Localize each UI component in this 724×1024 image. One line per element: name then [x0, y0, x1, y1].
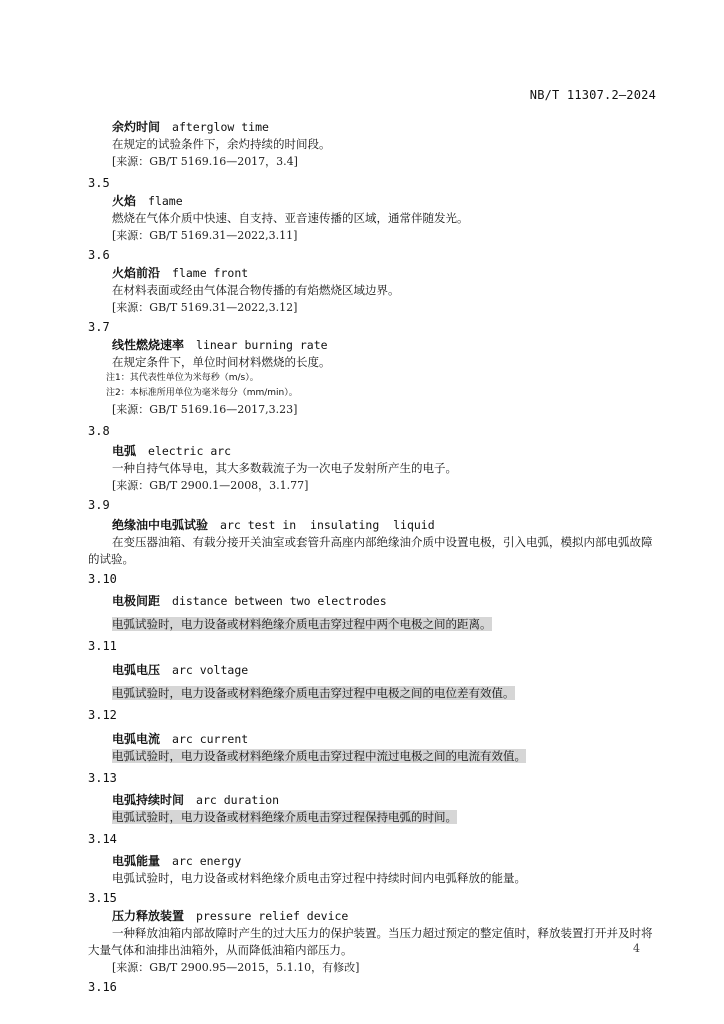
term-english: electric arc [148, 444, 232, 458]
term-line [88, 592, 658, 610]
term-english: linear burning rate [196, 338, 328, 352]
term-chinese: 电弧 [112, 444, 137, 458]
term-line [88, 516, 658, 534]
highlighted-text: 电弧试验时，电力设备或材料绝缘介质电击穿过程中电极之间的电位差有效值。 [112, 686, 515, 700]
term-definition [88, 809, 658, 826]
term-entry-arc-test-in-insulating-liquid [88, 496, 658, 568]
term-entry-distance-between-two-electrodes [88, 570, 658, 633]
term-definition: 燃烧在气体介质中快速、自支持、亚音速传播的区域，通常伴随发光。 [112, 211, 469, 225]
term-definition: 在变压器油箱、有载分接开关油室或套管升高座内部绝缘油介质中设置电极，引入电弧，模拟内部电弧故障的试验。 [88, 535, 653, 566]
term-entry-arc-energy [88, 830, 658, 887]
term-line [88, 118, 658, 136]
term-chinese: 电弧持续时间 [112, 793, 185, 807]
term-entry-afterglow-time [88, 118, 658, 170]
term-line [88, 661, 658, 679]
term-line [88, 730, 658, 748]
term-chinese: 压力释放装置 [112, 909, 185, 923]
term-source: [来源：GB/T 5169.16—2017,3.23] [112, 403, 298, 416]
term-english: flame [148, 194, 183, 208]
term-chinese: 火焰 [112, 194, 137, 208]
term-line [88, 852, 658, 870]
term-english: arc current [172, 732, 249, 746]
term-line [88, 264, 658, 282]
term-english: distance between two electrodes [172, 594, 387, 608]
term-chinese: 余灼时间 [112, 120, 161, 134]
term-definition [88, 685, 658, 702]
term-chinese: 电弧电流 [112, 732, 161, 746]
term-definition: 电弧试验时，电力设备或材料绝缘介质电击穿过程中持续时间内电弧释放的能量。 [112, 871, 526, 885]
term-english: flame front [172, 266, 249, 280]
term-english: arc voltage [172, 663, 249, 677]
term-chinese: 火焰前沿 [112, 266, 161, 280]
highlighted-text: 电弧试验时，电力设备或材料绝缘介质电击穿过程中两个电极之间的距离。 [112, 617, 492, 631]
term-definition: 在规定条件下，单位时间材料燃烧的长度。 [112, 355, 331, 369]
term-chinese: 电弧能量 [112, 854, 161, 868]
term-source: [来源：GB/T 5169.31—2022,3.11] [112, 229, 298, 242]
term-definition: 在规定的试验条件下，余灼持续的时间段。 [112, 137, 331, 151]
term-entry-3-16 [88, 978, 658, 996]
term-line [88, 907, 658, 925]
term-definition: 一种释放油箱内部故障时产生的过大压力的保护装置。当压力超过预定的整定值时，释放装置打开并及时将大量气体和油排出油箱外，从而降低油箱内部压力。 [88, 926, 653, 957]
term-english: arc test in insulating liquid [220, 518, 435, 532]
clause-number: 3.7 [88, 320, 110, 334]
term-source: [来源：GB/T 2900.1—2008，3.1.77] [112, 479, 309, 492]
term-chinese: 电极间距 [112, 594, 161, 608]
term-chinese: 绝缘油中电弧试验 [112, 518, 209, 532]
term-source: [来源：GB/T 2900.95—2015，5.1.10，有修改] [112, 961, 360, 974]
term-entry-flame-front [88, 246, 658, 316]
term-entry-electric-arc [88, 422, 658, 494]
term-line [88, 336, 658, 354]
clause-number: 3.5 [88, 176, 110, 190]
clause-number: 3.8 [88, 424, 110, 438]
term-definition: 在材料表面或经由气体混合物传播的有焰燃烧区域边界。 [112, 283, 400, 297]
highlighted-text: 电弧试验时，电力设备或材料绝缘介质电击穿过程保持电弧的时间。 [112, 810, 457, 824]
clause-number: 3.15 [88, 891, 117, 905]
clause-number: 3.13 [88, 771, 117, 785]
clause-number: 3.10 [88, 572, 117, 586]
clause-number: 3.11 [88, 639, 117, 653]
term-line [88, 192, 658, 210]
term-entry-arc-current [88, 706, 658, 765]
term-source: [来源：GB/T 5169.31—2022,3.12] [112, 301, 298, 314]
term-chinese: 电弧电压 [112, 663, 161, 677]
clause-number: 3.12 [88, 708, 117, 722]
term-line [88, 791, 658, 809]
term-definition: 一种自持气体导电，其大多数载流子为一次电子发射所产生的电子。 [112, 461, 457, 475]
term-entry-pressure-relief-device [88, 889, 658, 976]
term-english: pressure relief device [196, 909, 349, 923]
term-entry-arc-duration [88, 769, 658, 826]
term-definition [88, 616, 658, 633]
clause-number: 3.6 [88, 248, 110, 262]
term-note-2: 注2：本标准所用单位为毫米每分（mm/min）。 [106, 388, 298, 398]
standard-number: NB/T 11307.2—2024 [529, 88, 656, 102]
term-definition [88, 748, 658, 765]
term-english: arc duration [196, 793, 280, 807]
term-english: arc energy [172, 854, 242, 868]
highlighted-text: 电弧试验时，电力设备或材料绝缘介质电击穿过程中流过电极之间的电流有效值。 [112, 749, 526, 763]
clause-number: 3.14 [88, 832, 117, 846]
clause-number: 3.16 [88, 980, 117, 994]
term-chinese: 线性燃烧速率 [112, 338, 185, 352]
term-entry-linear-burning-rate [88, 318, 658, 418]
term-entry-flame [88, 174, 658, 244]
term-entry-arc-voltage [88, 637, 658, 702]
term-note-1: 注1：其代表性单位为米每秒（m/s）。 [106, 373, 259, 383]
term-english: afterglow time [172, 120, 269, 134]
clause-number: 3.9 [88, 498, 110, 512]
terms-section [88, 118, 658, 996]
page-number: 4 [633, 942, 640, 955]
term-line [88, 442, 658, 460]
term-source: [来源：GB/T 5169.16—2017，3.4] [112, 155, 298, 168]
